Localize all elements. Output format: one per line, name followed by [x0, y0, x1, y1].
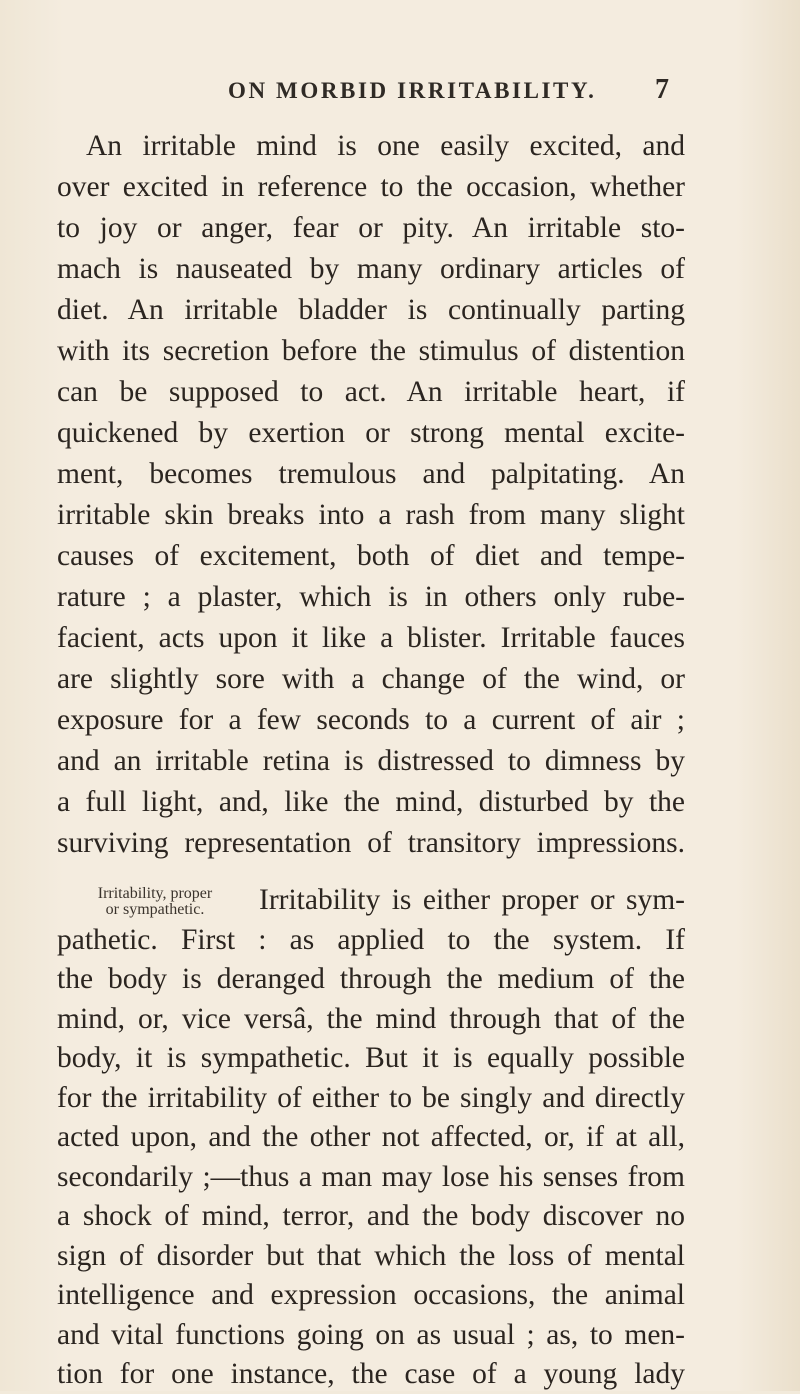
marginal-note — [57, 886, 253, 918]
marginal-note-line: Irritability, proper — [97, 885, 213, 902]
text-line: acted upon, and the other not affected, or, if at all, — [57, 1121, 685, 1153]
text-line: pathetic. First : as applied to the system. If — [57, 923, 685, 956]
text-line: can be supposed to act. An irritable heart, if — [57, 376, 685, 408]
text-line: irritable skin breaks into a rash from many slight — [57, 499, 685, 531]
page-number: 7 — [655, 74, 669, 105]
marginal-note-line: or sympathetic. — [105, 901, 205, 918]
text-line: over excited in reference to the occasion, whether — [57, 171, 685, 203]
text-line: mach is nauseated by many ordinary articles of — [57, 253, 685, 285]
text-line: rature ; a plaster, which is in others only rube- — [57, 581, 685, 613]
text-line: and an irritable retina is distressed to dimness by — [57, 745, 685, 777]
text-line: intelligence and expression occasions, the animal — [57, 1279, 685, 1311]
text-line: An irritable mind is one easily excited, and — [86, 130, 685, 162]
text-line: diet. An irritable bladder is continually parting — [57, 294, 685, 326]
running-head — [0, 74, 800, 108]
text-line: for the irritability of either to be singly and directly — [57, 1081, 685, 1114]
text-line: causes of excitement, both of diet and tempe- — [57, 540, 685, 572]
text-line: with its secretion before the stimulus of distention — [57, 335, 685, 367]
text-line: body, it is sympathetic. But it is equally possible — [57, 1042, 685, 1074]
text-line: surviving representation of transitory impressions. — [57, 827, 685, 859]
text-line: sign of disorder but that which the loss of mental — [57, 1239, 685, 1272]
text-line: a full light, and, like the mind, disturbed by the — [57, 786, 685, 818]
running-title: ON MORBID IRRITABILITY. — [228, 78, 597, 103]
text-line: a shock of mind, terror, and the body discover no — [57, 1200, 685, 1232]
text-line: secondarily ;—thus a man may lose his senses from — [57, 1160, 685, 1193]
text-line: to joy or anger, fear or pity. An irritable sto- — [57, 212, 685, 244]
text-line: facient, acts upon it like a blister. Irritable fauces — [57, 622, 685, 654]
text-line: mind, or, vice versâ, the mind through that of the — [57, 1002, 685, 1035]
text-line: ment, becomes tremulous and palpitating. An — [57, 458, 685, 490]
text-line: Irritability is either proper or sym- — [259, 884, 685, 916]
text-line: are slightly sore with a change of the wind, or — [57, 663, 685, 695]
text-line: the body is deranged through the medium of the — [57, 963, 685, 995]
text-line: quickened by exertion or strong mental excite- — [57, 417, 685, 449]
text-line: exposure for a few seconds to a current of air ; — [57, 704, 685, 736]
text-line: tion for one instance, the case of a young lady — [57, 1358, 685, 1390]
text-line: and vital functions going on as usual ; as, to men- — [57, 1318, 685, 1351]
